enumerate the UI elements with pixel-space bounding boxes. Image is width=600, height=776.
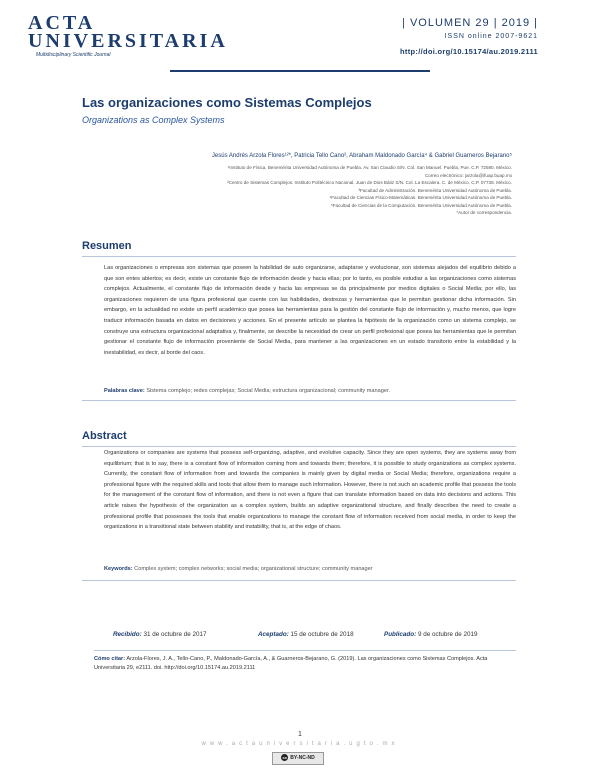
logo-subtitle: Multidisciplinary Scientific Journal (36, 52, 111, 58)
abstract-divider (82, 446, 516, 447)
cc-license-badge[interactable] (272, 752, 324, 765)
abstract-bottom-divider (82, 580, 516, 581)
resumen-heading: Resumen (82, 240, 132, 252)
resumen-text: Las organizaciones o empresas son sistemas que poseen la habilidad de auto organizarse, adaptarse y evolucionar, son sistemas alejados del equilibrio debido a que son entes abiertos; es decir, existe un constante flujo de información desde y hacia ellas; por lo tanto, es posible estudiar a las organizaciones como sistemas complejos. Actualmente, el constante flujo de información desde y hacia las empresas se da principalmente por medios digitales o Social Media; por ello, las organizaciones requieren de una figura profesional que cuente con las habilidades, destrezas y herramientas que le permitan gestionar dicha información. Sin embargo, en la actualidad no existe un perfil académico que posea las herramientas para la gestión del constante flujo de información y, mucho menos, que logre traducir información basada en datos en decisiones y acciones. En el presente artículo se plantea la hipótesis de la organización como un sistema complejo, se construye una estructura organizacional adaptativa y, finalmente, se describe la necesidad de crear un perfil profesional que posea las herramientas que le permitan gestionar el constante flujo de información proveniente de Social Media, para mantener a las organizaciones en un estado transitorio entre la estabilidad y la inestabilidad, es decir, al borde del caos. (104, 265, 516, 356)
citation-text: Arzola-Flores, J. A., Tello-Cano, P., Maldonado-García, A., & Guarneros-Bejarano, G. (2019). Las organizaciones como Sistemas Complejos. Acta Universitaria 29, e2111. doi. http://doi.org/10.15174.au.2019.2111 (94, 656, 488, 671)
affiliation-line: ³Facultad de Administración. Benemérita Universidad Autónoma de Puebla. (358, 187, 512, 193)
accepted-date: Aceptado: 15 de octubre de 2018 (258, 631, 354, 638)
website-link[interactable]: www.actauniversitaria.ugto.mx (201, 741, 399, 747)
citation-divider (94, 650, 516, 651)
author-list: Jesús Andrés Arzola Flores¹²*, Patricia Tello Cano², Abraham Maldonado García⁴ & Gabriel Guarneros Bejarano⁵ (211, 153, 512, 159)
affiliation-line: ²Centro de Sistemas Complejos. Instituto Politécnico Nacional. Juan de Dios Bátiz S/N. Col. La Escalera. C. de México. C.P. 07738. México. (227, 180, 512, 185)
abstract-heading: Abstract (82, 430, 127, 442)
logo-line-2: UNIVERSITARIA (28, 30, 228, 52)
header-divider (170, 70, 430, 72)
logo-line-1: ACTA (28, 12, 96, 34)
abstract-keywords (104, 566, 516, 572)
volume-label: | VOLUMEN 29 | 2019 | (402, 17, 538, 29)
journal-logo (28, 12, 228, 52)
affiliations (82, 164, 512, 217)
article-title: Las organizaciones como Sistemas Complejos (82, 95, 372, 110)
affiliation-line: Correo electrónico: jarzola@ifuap.buap.mx (424, 172, 512, 178)
abstract-text: Organizations or companies are systems that possess self-organizing, adaptive, and evolutive capacity. Since they are open systems, they are systems away from equilibrium; that is to say, there is a constant flow of information coming from and towards them; therefore, it is possible to study organizations as complex systems. Currently, the constant flow of information from and towards the companies is mainly given by digital media or Social Media; therefore, organizations require a professional figure with the required skills and tools that allow them to manage such information. However, there is not such an academic profile that possess the tools for the management of the constant flow of information, and there is not even a figure that can translate information based on data into decisions and actions. This article raises the hypothesis of the organization as a complex system, builds an adaptive organizational structure, and finally describes the need to create a professional profile that possesses the tools that enable organizations to manage the constant flow of information received from social media, in order to keep the organizations in a transitional state between stability and instability, that is, at the edge of chaos. (104, 450, 516, 531)
affiliation-line: ⁴Facultad de Ciencias Físico-Matemáticas. Benemérita Universidad Autónoma de Puebla. (329, 195, 512, 200)
keywords-label: Palabras clave: (104, 388, 145, 394)
keywords-value: Sistema complejo; redes complejas; Social Media; estructura organizacional; community manager. (146, 388, 391, 394)
resumen-keywords (104, 388, 516, 394)
cc-icon: cc (282, 755, 287, 761)
article-subtitle: Organizations as Complex Systems (82, 115, 225, 125)
citation-label: Cómo citar: (94, 656, 126, 662)
issn-label: ISSN online 2007-9621 (444, 33, 538, 40)
resumen-bottom-divider (82, 400, 516, 401)
published-date: Publicado: 9 de octubre de 2019 (384, 631, 478, 638)
affiliation-line: ⁵Facultad de Ciencias de la Computación. Benemérita Universidad Autónoma de Puebla. (330, 202, 512, 208)
affiliation-line: *Autor de correspondencia. (456, 210, 512, 215)
page-number: 1 (298, 731, 302, 738)
doi-link[interactable]: http://doi.org/10.15174/au.2019.2111 (400, 47, 538, 56)
affiliation-line: ¹Instituto de Física. Benemérita Universidad Autónoma de Puebla. Av. San Claudio S/N. Col. San Manuel. Puebla, Pue. C.P. 72590. México. (227, 165, 512, 170)
received-date: Recibido: 31 de octubre de 2017 (113, 631, 207, 638)
citation (94, 655, 516, 673)
keywords-value: Complex system; complex networks; social media; organizational structure; community manager (134, 566, 373, 572)
resumen-divider (82, 256, 516, 257)
license-label: BY-NC-ND (290, 755, 315, 761)
keywords-label: Keywords: (104, 566, 133, 572)
